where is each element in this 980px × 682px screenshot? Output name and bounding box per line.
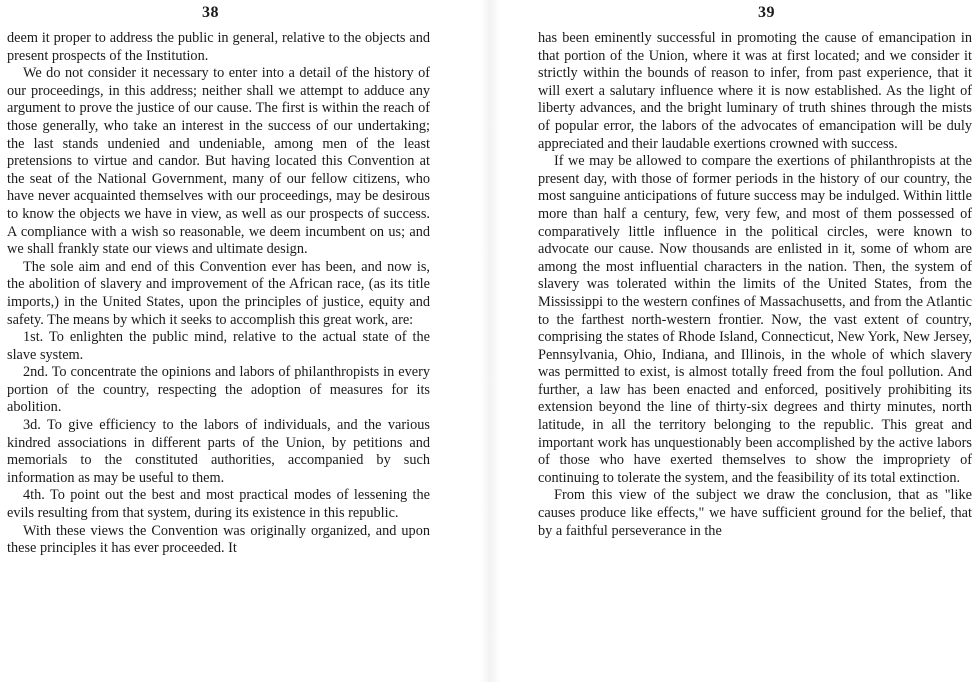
list-item: 4th. To point out the best and most practical modes of lessening the evils resulting from that system, during its existence in this republic. [7, 487, 430, 522]
page-body [538, 30, 972, 540]
paragraph: deem it proper to address the public in general, relative to the objects and present prospects of the Institution. [7, 30, 430, 64]
right-page [490, 0, 980, 682]
page-number: 38 [202, 4, 219, 21]
list-item: 2nd. To concentrate the opinions and labors of philanthropists in every portion of the country, respecting the adoption of measures for its abolition. [7, 364, 430, 416]
paragraph: If we may be allowed to compare the exertions of philanthropists at the present day, with those of former periods in the history of our country, the most sanguine anticipations of future success may be indulged. Within little more than half a century, few, very few, and most of them possessed of comparatively little influence in the political circles, were known to advocate our cause. Now thousands are enlisted in it, some of whom are among the most influential characters in the nation. Then, the system of slavery was tolerated within the limits of the United States, from the Mississippi to the western confines of Massachusetts, and from the Atlantic to the farthest north-western frontier. Now, the vast extent of country, comprising the states of Rhode Island, Connecticut, New York, New Jersey, Pennsylvania, Ohio, Indiana, and Illinois, in the whole of which slavery was permitted to exist, is almost totally freed from the foul pollution. And further, a law has been enacted and enforced, positively prohibiting its extension beyond the line of thirty-six degrees and thirty minutes, north latitude, in all the territory belonging to the republic. This great and important work has unquestionably been accomplished by the active labors of those who have exerted themselves to show the impropriety of continuing to tolerate the system, and the feasibility of its total extinction. [538, 153, 972, 486]
paragraph: From this view of the subject we draw the conclusion, that as "like causes produce like effects," we have sufficient ground for the belief, that by a faithful perseverance in the [538, 487, 972, 539]
paragraph: We do not consider it necessary to enter into a detail of the history of our proceedings, in this address; neither shall we attempt to adduce any argument to prove the justice of our cause. The first is within the reach of those generally, who take an interest in the success of our undertaking; the last stands undenied and undeniable, among men of the least pretensions to virtue and candor. But having located this Convention at the seat of the National Government, many of our fellow citizens, who have never acquainted themselves with our proceedings, may be desirous to know the objects we have in view, as well as our prospects of success. A compliance with a wish so reasonable, we deem incumbent on us; and we shall frankly state our views and ultimate design. [7, 65, 430, 258]
paragraph: The sole aim and end of this Convention ever has been, and now is, the abolition of slavery and improvement of the African race, (as its title imports,) in the United States, upon the principles of justice, equity and safety. The means by which it seeks to accomplish this great work, are: [7, 258, 430, 328]
paragraph: With these views the Convention was originally organized, and upon these principles it has ever proceeded. It [7, 522, 430, 557]
page-body [7, 30, 430, 558]
list-item: 1st. To enlighten the public mind, relative to the actual state of the slave system. [7, 329, 430, 363]
list-item: 3d. To give efficiency to the labors of individuals, and the various kindred associations in different parts of the Union, by petitions and memorials to the constituted authorities, accompanied by such information as may be useful to them. [7, 417, 430, 486]
page-number: 39 [758, 4, 775, 21]
paragraph: has been eminently successful in promoting the cause of emancipation in that portion of the Union, where it was at first located; and we consider it strictly within the bounds of reason to infer, from past experience, that it will exert a salutary influence where it is now established. As the light of liberty advances, and the bright luminary of truth shines through the mists of popular error, the labors of the advocates of emancipation will be duly appreciated and their laudable exertions crowned with success. [538, 30, 972, 152]
